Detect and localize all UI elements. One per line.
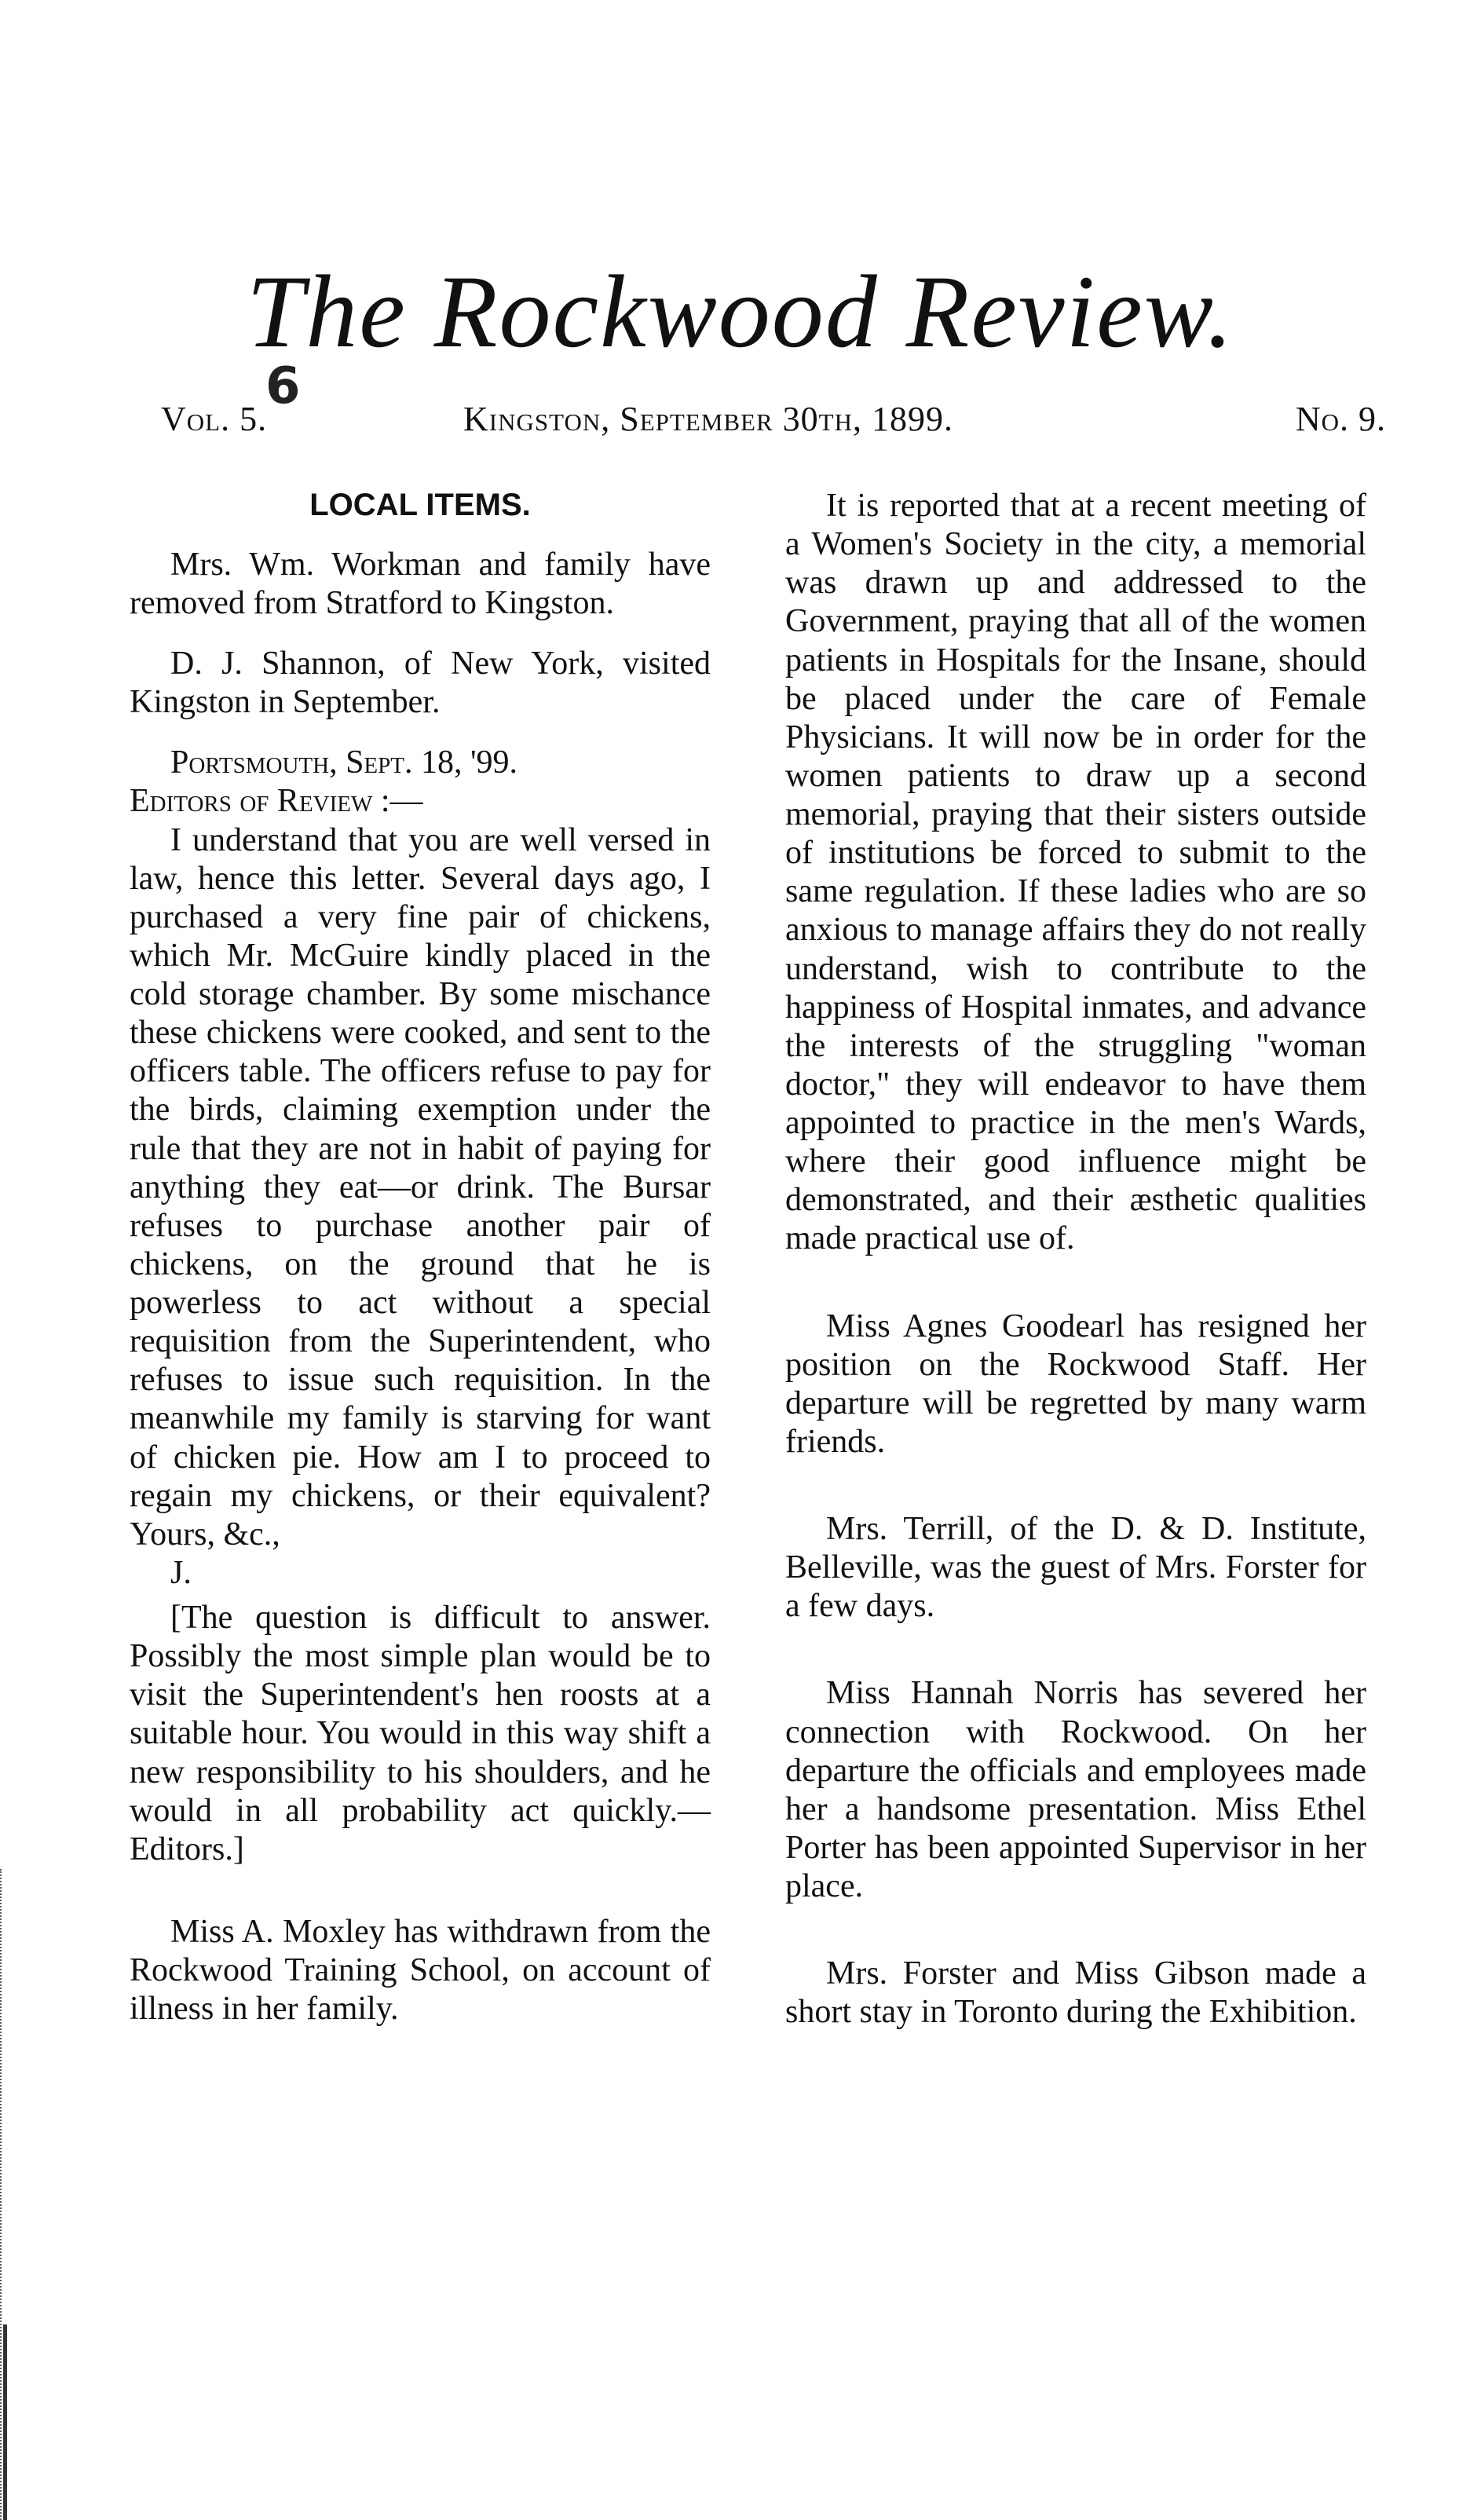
left-column: [130, 487, 711, 2050]
section-title: LOCAL ITEMS.: [309, 488, 531, 522]
right-column: [785, 487, 1366, 2054]
news-item-forster: Mrs. Forster and Miss Gibson made a short stay in Toronto during the Exhibition.: [785, 1955, 1366, 2031]
volume-label: Vol. 5.: [161, 400, 268, 438]
letter-salutation: Editors of Review :—: [130, 783, 423, 820]
news-item-memorial: It is reported that at a recent meeting of a Women's Society in the city, a memorial was drawn up and addressed to the Government, praying that all of the women patients in Hospitals for the Insane, should be placed under the care of Female Physicians. It will now be in order for the women patients to draw up a second memorial, praying that their sisters outside of institutions be forced to submit to the same regulation. If these ladies who are so anxious to manage affairs they do not really understand, wish to contribute to the happiness of Hospital inmates, and advance the interests of the struggling "woman doctor," they will endeavor to have them appointed to practice in the men's Wards, where their good influence might be demonstrated, and their æsthetic qualities made practical use of.: [785, 488, 1366, 1257]
news-item-norris: Miss Hannah Norris has severed her connection with Rockwood. On her departure the officials and employees made her a handsome presentation. Miss Ethel Porter has been appointed Supervisor in her place.: [785, 1675, 1366, 1904]
news-item-workman: Mrs. Wm. Workman and family have removed from Stratford to Kingston.: [130, 546, 711, 621]
masthead-title: The Rockwood Review.: [246, 254, 1235, 369]
place-date: Kingston, September 30th, 1899.: [463, 400, 953, 438]
letter-body: I understand that you are well versed in law, hence this letter. Several days ago, I purchased a very fine pair of chickens, which Mr. McGuire kindly placed in the cold storage chamber. By some mischance these chickens were cooked, and sent to the officers table. The officers refuse to pay for the birds, claiming exemption under the rule that they are not in habit of paying for anything they eat—or drink. The Bursar refuses to purchase another pair of chickens, on the ground that he is powerless to act without a special requisition from the Superintendent, who refuses to issue such requisition. In the meanwhile my family is starving for want of chicken pie. How am I to proceed to regain my chickens, or their equivalent? Yours, &c.,: [130, 821, 711, 1553]
scan-margin-bar: [3, 2324, 7, 2520]
editors-reply: [The question is difficult to answer. Possibly the most simple plan would be to visit the Superintendent's hen roosts at a suitable hour. You would in this way shift a new responsibility to his shoulders, and he would in all probability act quickly.—Editors.]: [130, 1600, 711, 1867]
letter-signature: J.: [170, 1554, 192, 1591]
handwritten-correction: 6: [265, 357, 301, 415]
news-item-goodearl: Miss Agnes Goodearl has resigned her position on the Rockwood Staff. Her departure will be regretted by many warm friends.: [785, 1308, 1366, 1460]
news-item-shannon: D. J. Shannon, of New York, visited Kingston in September.: [130, 646, 711, 721]
letter-to-editors: [130, 744, 711, 1869]
news-item-moxley: Miss A. Moxley has withdrawn from the Rockwood Training School, on account of illness in her family.: [130, 1913, 711, 2028]
news-item-terrill: Mrs. Terrill, of the D. & D. Institute, Belleville, was the guest of Mrs. Forster for a few days.: [785, 1511, 1366, 1625]
letter-place-date: Portsmouth, Sept. 18, '99.: [170, 744, 518, 781]
issue-header: [161, 399, 1386, 446]
issue-number: No. 9.: [1295, 400, 1386, 438]
